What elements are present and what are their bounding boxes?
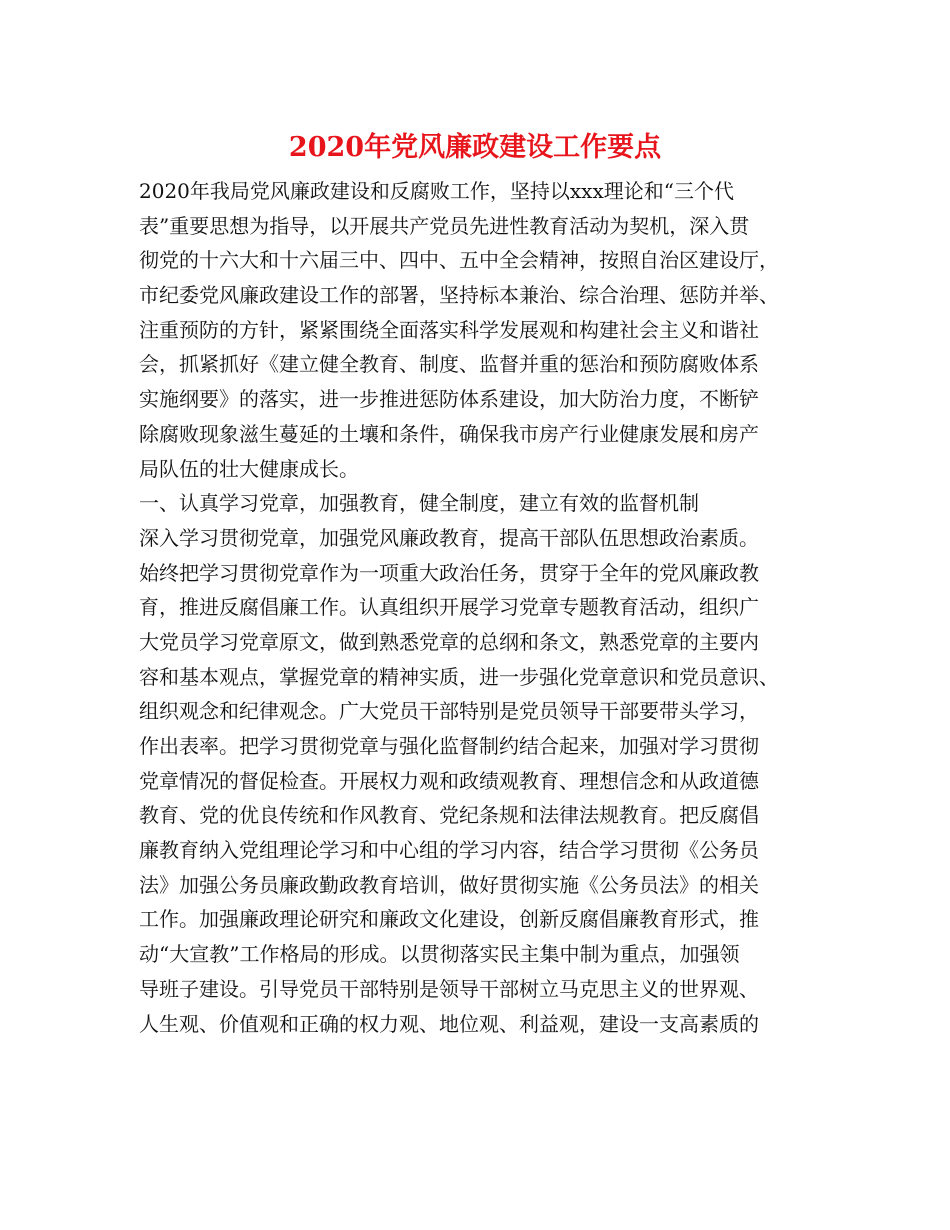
body-text-line: 育，推进反腐倡廉工作。认真组织开展学习党章专题教育活动，组织广 — [139, 595, 759, 620]
body-text-line: 2020年我局党风廉政建设和反腐败工作，坚持以xxx理论和“三个代 — [139, 179, 734, 203]
body-text-line: 局队伍的壮大健康成长。 — [139, 456, 359, 481]
body-text-line: 容和基本观点，掌握党章的精神实质，进一步强化党章意识和党员意识、 — [139, 664, 779, 689]
body-text-line: 党章情况的督促检查。开展权力观和政绩观教育、理想信念和从政道德 — [139, 768, 759, 793]
body-text-line: 作出表率。把学习贯彻党章与强化监督制约结合起来，加强对学习贯彻 — [139, 734, 759, 758]
body-text-line: 除腐败现象滋生蔓延的土壤和条件，确保我市房产行业健康发展和房产 — [139, 421, 759, 446]
body-text-line: 表”重要思想为指导，以开展共产党员先进性教育活动为契机，深入贯 — [139, 213, 750, 238]
body-text-line: 动“大宣教”工作格局的形成。以贯彻落实民主集中制为重点，加强领 — [139, 942, 740, 967]
body-text-line: 一、认真学习党章，加强教育，健全制度，建立有效的监督机制 — [139, 491, 699, 516]
body-text-line: 市纪委党风廉政建设工作的部署，坚持标本兼治、综合治理、惩防并举、 — [139, 283, 779, 308]
body-text-line: 工作。加强廉政理论研究和廉政文化建设，创新反腐倡廉教育形式，推 — [139, 907, 759, 932]
body-text-line: 注重预防的方针，紧紧围绕全面落实科学发展观和构建社会主义和谐社 — [139, 317, 759, 342]
body-text-line: 教育、党的优良传统和作风教育、党纪条规和法律法规教育。把反腐倡 — [139, 803, 759, 828]
body-text-line: 组织观念和纪律观念。广大党员干部特别是党员领导干部要带头学习， — [139, 699, 759, 724]
body-text-line: 始终把学习贯彻党章作为一项重大政治任务，贯穿于全年的党风廉政教 — [139, 560, 759, 585]
body-text-line: 大党员学习党章原文，做到熟悉党章的总纲和条文，熟悉党章的主要内 — [139, 629, 759, 654]
body-text-line: 会，抓紧抓好《建立健全教育、制度、监督并重的惩治和预防腐败体系 — [139, 352, 759, 377]
body-text-line: 导班子建设。引导党员干部特别是领导干部树立马克思主义的世界观、 — [139, 976, 759, 1001]
document-title: 2020年党风廉政建设工作要点 — [288, 132, 662, 163]
body-text-line: 人生观、价值观和正确的权力观、地位观、利益观，建设一支高素质的 — [139, 1011, 759, 1036]
document-body — [139, 174, 829, 1041]
body-text-line: 廉教育纳入党组理论学习和中心组的学习内容，结合学习贯彻《公务员 — [139, 838, 759, 863]
body-text-line: 深入学习贯彻党章，加强党风廉政教育，提高干部队伍思想政治素质。 — [139, 525, 759, 550]
body-text-line: 法》加强公务员廉政勤政教育培训，做好贯彻实施《公务员法》的相关 — [139, 872, 759, 897]
body-text-line: 实施纲要》的落实，进一步推进惩防体系建设，加大防治力度，不断铲 — [139, 387, 759, 412]
body-text-line: 彻党的十六大和十六届三中、四中、五中全会精神，按照自治区建设厅， — [139, 248, 779, 273]
